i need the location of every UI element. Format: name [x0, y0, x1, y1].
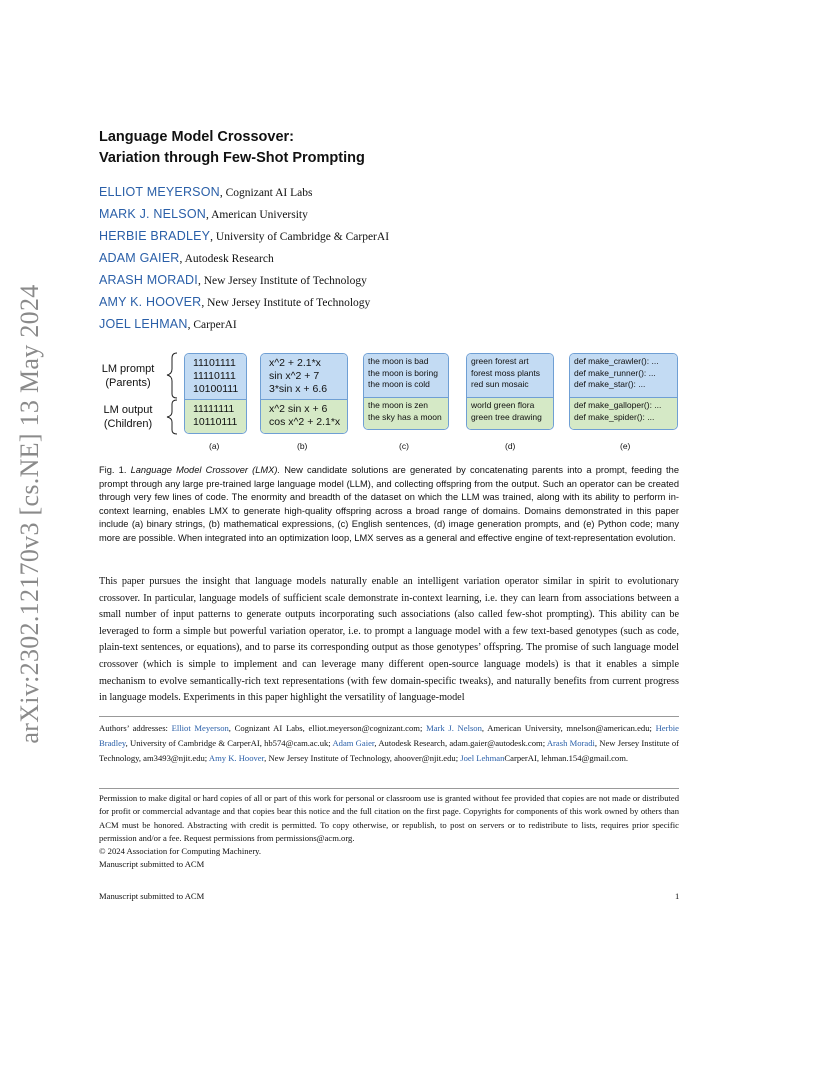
arxiv-identifier: arXiv:2302.12170v3 [cs.NE] 13 May 2024 — [15, 284, 44, 744]
author-affiliation: , University of Cambridge & CarperAI — [210, 231, 390, 243]
figure-caption — [99, 464, 679, 545]
child-item: x^2 sin x + 6 — [269, 403, 328, 415]
author-name[interactable]: ELLIOT MEYERSON — [99, 185, 220, 199]
author-entry — [99, 294, 389, 316]
child-item: green tree drawing — [471, 411, 542, 422]
parent-item: 11110111 — [193, 370, 236, 382]
panel-image-prompts — [466, 353, 554, 430]
address-author-link[interactable]: Arash Moradi — [546, 738, 595, 748]
child-item: def make_galloper(): ... — [574, 400, 662, 410]
author-affiliation: , New Jersey Institute of Technology — [201, 297, 371, 309]
author-addresses — [99, 721, 679, 766]
caption-label: Fig. 1. — [99, 465, 127, 475]
parent-item: 11101111 — [193, 357, 236, 369]
prompt-label-line2: (Parents) — [105, 377, 151, 389]
child-item: cos x^2 + 2.1*x — [269, 416, 341, 428]
subfigure-label: (a) — [209, 441, 220, 451]
body-paragraph: This paper pursues the insight that language models naturally enable an intelligent variation operator similar in spirit to evolutionary crossover. In particular, language models of sufficient scale demonstrate in-context learning, i.e. they can learn from associations between a small number of input patterns to generate outputs incorporating such associations (also called few-shot prompting). This ability can be leveraged to form a simple but powerful variation operator, i.e. to prompt a language model with a few text-based genotypes (such as code, plain-text sentences, or equations), and to parse its corresponding output as those genotypes’ offspring. The promise of such language model crossover (which is simple to implement and can leverage many different open-source language models) is that it enables a simple mechanism to evolve semantically-rich text representations (with few domain-specific tweaks), and naturally benefits from current progress in language models. Experiments in this paper highlight the versatility of language-model — [99, 576, 679, 704]
children-block — [570, 397, 677, 429]
addresses-prefix: Authors’ addresses: — [99, 723, 172, 733]
permission-text: Permission to make digital or hard copies of all or part of this work for personal or classroom use is granted without fee provided that copies are not made or distributed for profit or commercial advantage and that copies bear this notice and the full citation on the first page. Copyrights for components of this work owned by others than ACM must be honored. Abstracting with credit is permitted. To copy otherwise, or republish, to post on servers or to redistribute to lists, requires prior specific permission and/or a fee. Request permissions from permissions@acm.org. — [99, 793, 679, 843]
address-detail: , Autodesk Research, adam.gaier@autodesk.com; — [374, 738, 547, 748]
address-author-link[interactable]: Elliot Meyerson — [171, 723, 229, 733]
children-block — [261, 399, 347, 434]
author-list — [99, 184, 389, 338]
children-block — [185, 399, 246, 434]
parent-item: the moon is bad — [368, 356, 429, 366]
paper-title — [99, 127, 365, 169]
parent-item: 10100111 — [193, 383, 239, 395]
footer-manuscript: Manuscript submitted to ACM — [99, 891, 205, 901]
parents-block — [185, 354, 246, 399]
author-affiliation: , New Jersey Institute of Technology — [197, 275, 367, 287]
parents-block — [467, 354, 553, 397]
child-item: def make_spider(): ... — [574, 411, 655, 422]
footnote-divider — [99, 716, 679, 717]
author-name[interactable]: ARASH MORADI — [99, 273, 198, 287]
child-item: world green flora — [471, 400, 535, 410]
author-entry — [99, 316, 389, 338]
child-item: the moon is zen — [368, 400, 429, 410]
children-block — [467, 397, 553, 429]
panel-binary-strings — [184, 353, 247, 434]
subfigure-label: (c) — [399, 441, 409, 451]
author-name[interactable]: HERBIE BRADLEY — [99, 229, 211, 243]
address-detail: , American University, mnelson@american.edu; — [481, 723, 656, 733]
brace-icon — [164, 350, 180, 440]
child-item: 10110111 — [193, 416, 238, 428]
manuscript-note: Manuscript submitted to ACM — [99, 859, 205, 870]
prompt-label-line1: LM prompt — [101, 363, 155, 375]
panel-english-sentences — [363, 353, 449, 430]
address-detail: , New Jersey Institute of Technology, ahoover@njit.edu; — [264, 753, 461, 763]
parent-item: def make_runner(): ... — [574, 367, 656, 378]
address-author-link[interactable]: Mark J. Nelson — [426, 723, 482, 733]
page-number: 1 — [675, 891, 680, 901]
address-author-link[interactable]: Adam Gaier — [332, 738, 375, 748]
author-entry — [99, 272, 389, 294]
parent-item: red sun mosaic — [471, 379, 529, 389]
parents-block — [261, 354, 347, 399]
address-detail: CarperAI, lehman.154@gmail.com. — [504, 753, 629, 763]
author-affiliation: , Cognizant AI Labs — [219, 187, 313, 199]
address-author-link[interactable]: Amy K. Hoover — [208, 753, 265, 763]
address-detail: , Cognizant AI Labs, elliot.meyerson@cognizant.com; — [228, 723, 427, 733]
panel-python-code — [569, 353, 678, 430]
title-line-1: Language Model Crossover: — [99, 129, 294, 145]
author-entry — [99, 228, 389, 250]
parent-item: sin x^2 + 7 — [269, 370, 320, 382]
author-name[interactable]: JOEL LEHMAN — [99, 317, 188, 331]
parents-block — [570, 354, 677, 397]
author-affiliation: , American University — [206, 209, 308, 221]
output-row-label — [96, 403, 160, 431]
parent-item: the moon is boring — [368, 367, 438, 378]
permission-notice — [99, 792, 679, 872]
output-label-line1: LM output — [103, 404, 153, 416]
address-detail: , New Jersey Institute of Technology, am3493@njit.edu; — [99, 738, 679, 763]
parents-block — [364, 354, 448, 397]
author-name[interactable]: ADAM GAIER — [99, 251, 180, 265]
author-entry — [99, 184, 389, 206]
caption-title: Language Model Crossover (LMX). — [130, 465, 281, 475]
author-name[interactable]: AMY K. HOOVER — [99, 295, 202, 309]
parent-item: x^2 + 2.1*x — [269, 357, 321, 369]
parent-item: 3*sin x + 6.6 — [269, 383, 328, 395]
author-entry — [99, 206, 389, 228]
parent-item: def make_star(): ... — [574, 379, 646, 389]
parent-item: the moon is cold — [368, 379, 430, 389]
children-block — [364, 397, 448, 429]
output-label-line2: (Children) — [103, 418, 153, 430]
subfigure-label: (e) — [620, 441, 631, 451]
caption-text: New candidate solutions are generated by concatenating parents into a prompt, feeding the prompt through any large pre-trained large language model (LLM), and collecting offspring from the output. Such an operator can be created through very few lines of code. The enormity and breadth of the dataset on which the LLM was trained, along with its ability to perform in-context learning, enables LMX to generate high-quality offspring across a broad range of domains. Domains demonstrated in this paper include (a) binary strings, (b) mathematical expressions, (c) English sentences, (d) image generation prompts, and (e) Python code; many more are possible. When integrated into an optimization loop, LMX serves as a general and effective engine of text-representation evolution. — [99, 465, 679, 543]
author-entry — [99, 250, 389, 272]
parent-item: def make_crawler(): ... — [574, 356, 659, 366]
parent-item: forest moss plants — [471, 367, 540, 378]
copyright-line: © 2024 Association for Computing Machinery. — [99, 846, 262, 857]
prompt-row-label — [96, 362, 160, 390]
permission-divider — [99, 788, 679, 789]
author-affiliation: , Autodesk Research — [179, 253, 274, 265]
address-author-link[interactable]: Herbie Bradley — [99, 723, 679, 748]
parent-item: green forest art — [471, 356, 529, 366]
subfigure-label: (b) — [297, 441, 308, 451]
author-name[interactable]: MARK J. NELSON — [99, 207, 206, 221]
subfigure-label: (d) — [505, 441, 516, 451]
figure-lmx — [96, 350, 686, 458]
child-item: 11111111 — [193, 403, 235, 415]
address-author-link[interactable]: Joel Lehman — [460, 753, 505, 763]
child-item: the sky has a moon — [368, 411, 442, 422]
title-line-2: Variation through Few-Shot Prompting — [99, 150, 365, 166]
panel-math-expressions — [260, 353, 348, 434]
author-affiliation: , CarperAI — [187, 319, 237, 331]
address-detail: , University of Cambridge & CarperAI, hb574@cam.ac.uk; — [125, 738, 333, 748]
